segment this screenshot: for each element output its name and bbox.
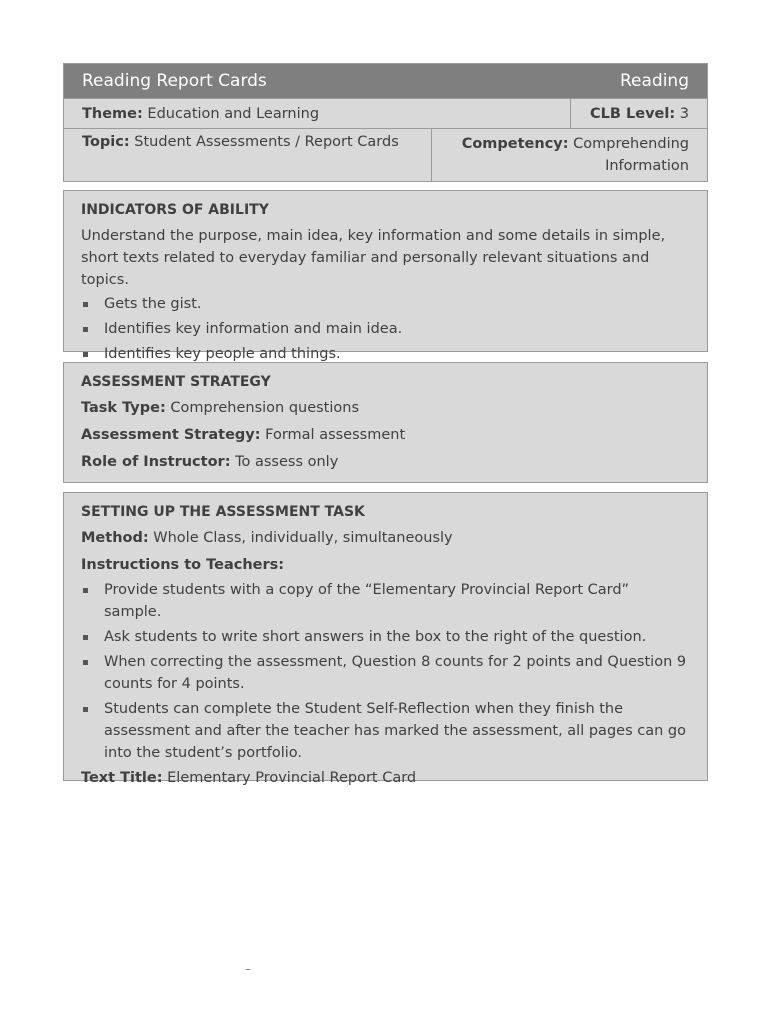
indicators-heading: INDICATORS OF ABILITY — [81, 202, 269, 218]
list-item-text: Identifies key information and main idea. — [104, 321, 403, 337]
task-type-label: Task Type: — [81, 400, 166, 416]
list-item — [81, 698, 690, 764]
list-item — [81, 293, 690, 315]
method-value: Whole Class, individually, simultaneously — [153, 530, 453, 546]
bullet-square-icon — [83, 327, 88, 332]
method-line — [81, 527, 690, 549]
text-title-value: Elementary Provincial Report Card — [167, 770, 417, 786]
indicators-section — [63, 190, 708, 362]
strategy-line — [81, 424, 690, 446]
method-label: Method: — [81, 530, 149, 546]
list-item-text: Gets the gist. — [104, 296, 202, 312]
role-label: Role of Instructor: — [81, 454, 231, 470]
bullet-square-icon — [83, 352, 88, 357]
header-table — [63, 63, 708, 182]
clb-cell — [571, 99, 707, 128]
theme-cell — [64, 99, 571, 128]
clb-label: CLB Level: — [590, 105, 676, 122]
topic-label: Topic: — [82, 134, 130, 150]
competency-value-line2: Information — [605, 158, 689, 174]
topic-cell — [64, 129, 432, 181]
topic-value: Student Assessments / Report Cards — [134, 134, 399, 150]
role-line — [81, 451, 690, 473]
list-item — [81, 318, 690, 340]
footer-mark: – — [245, 962, 251, 976]
list-item — [81, 579, 690, 623]
skill-label: Reading — [619, 71, 689, 91]
theme-value: Education and Learning — [147, 105, 320, 122]
strategy-label: Assessment Strategy: — [81, 427, 261, 443]
text-title-line — [81, 767, 690, 789]
theme-row — [64, 98, 707, 128]
clb-value: 3 — [679, 105, 689, 122]
topic-row — [64, 128, 707, 181]
indicators-description: Understand the purpose, main idea, key information and some details in simple, short texts related to everyday familiar and personally relevant situations and topics. — [81, 228, 666, 288]
bullet-square-icon — [83, 588, 88, 593]
bullet-square-icon — [83, 660, 88, 665]
list-item — [81, 626, 690, 648]
instructions-label: Instructions to Teachers: — [81, 557, 285, 573]
competency-value-line1: Comprehending — [573, 136, 689, 152]
text-title-label: Text Title: — [81, 770, 163, 786]
competency-cell — [432, 129, 707, 181]
list-item — [81, 651, 690, 695]
list-item-text: Ask students to write short answers in the box to the right of the question. — [104, 629, 647, 645]
theme-label: Theme: — [82, 105, 143, 122]
page-title: Reading Report Cards — [82, 71, 267, 91]
role-value: To assess only — [235, 454, 339, 470]
indicators-list — [81, 293, 690, 365]
competency-label: Competency: — [461, 136, 569, 152]
strategy-value: Formal assessment — [265, 427, 406, 443]
task-type-value: Comprehension questions — [170, 400, 360, 416]
task-type-line — [81, 397, 690, 419]
assessment-section — [63, 362, 708, 483]
list-item-text: Students can complete the Student Self-Reflection when they finish the assessment and after the teacher has marked the assessment, all pages can go into the student’s portfolio. — [104, 701, 686, 761]
bullet-square-icon — [83, 302, 88, 307]
instructions-list — [81, 579, 690, 764]
list-item-text: Identifies key people and things. — [104, 346, 341, 362]
bullet-square-icon — [83, 635, 88, 640]
title-bar — [64, 64, 707, 98]
setup-section — [63, 492, 708, 786]
list-item-text: When correcting the assessment, Question 8 counts for 2 points and Question 9 counts for 4 points. — [104, 654, 687, 692]
list-item-text: Provide students with a copy of the “Elementary Provincial Report Card” sample. — [104, 582, 630, 620]
setup-heading: SETTING UP THE ASSESSMENT TASK — [81, 504, 365, 520]
assessment-heading: ASSESSMENT STRATEGY — [81, 374, 271, 390]
bullet-square-icon — [83, 707, 88, 712]
instructions-heading — [81, 554, 690, 576]
